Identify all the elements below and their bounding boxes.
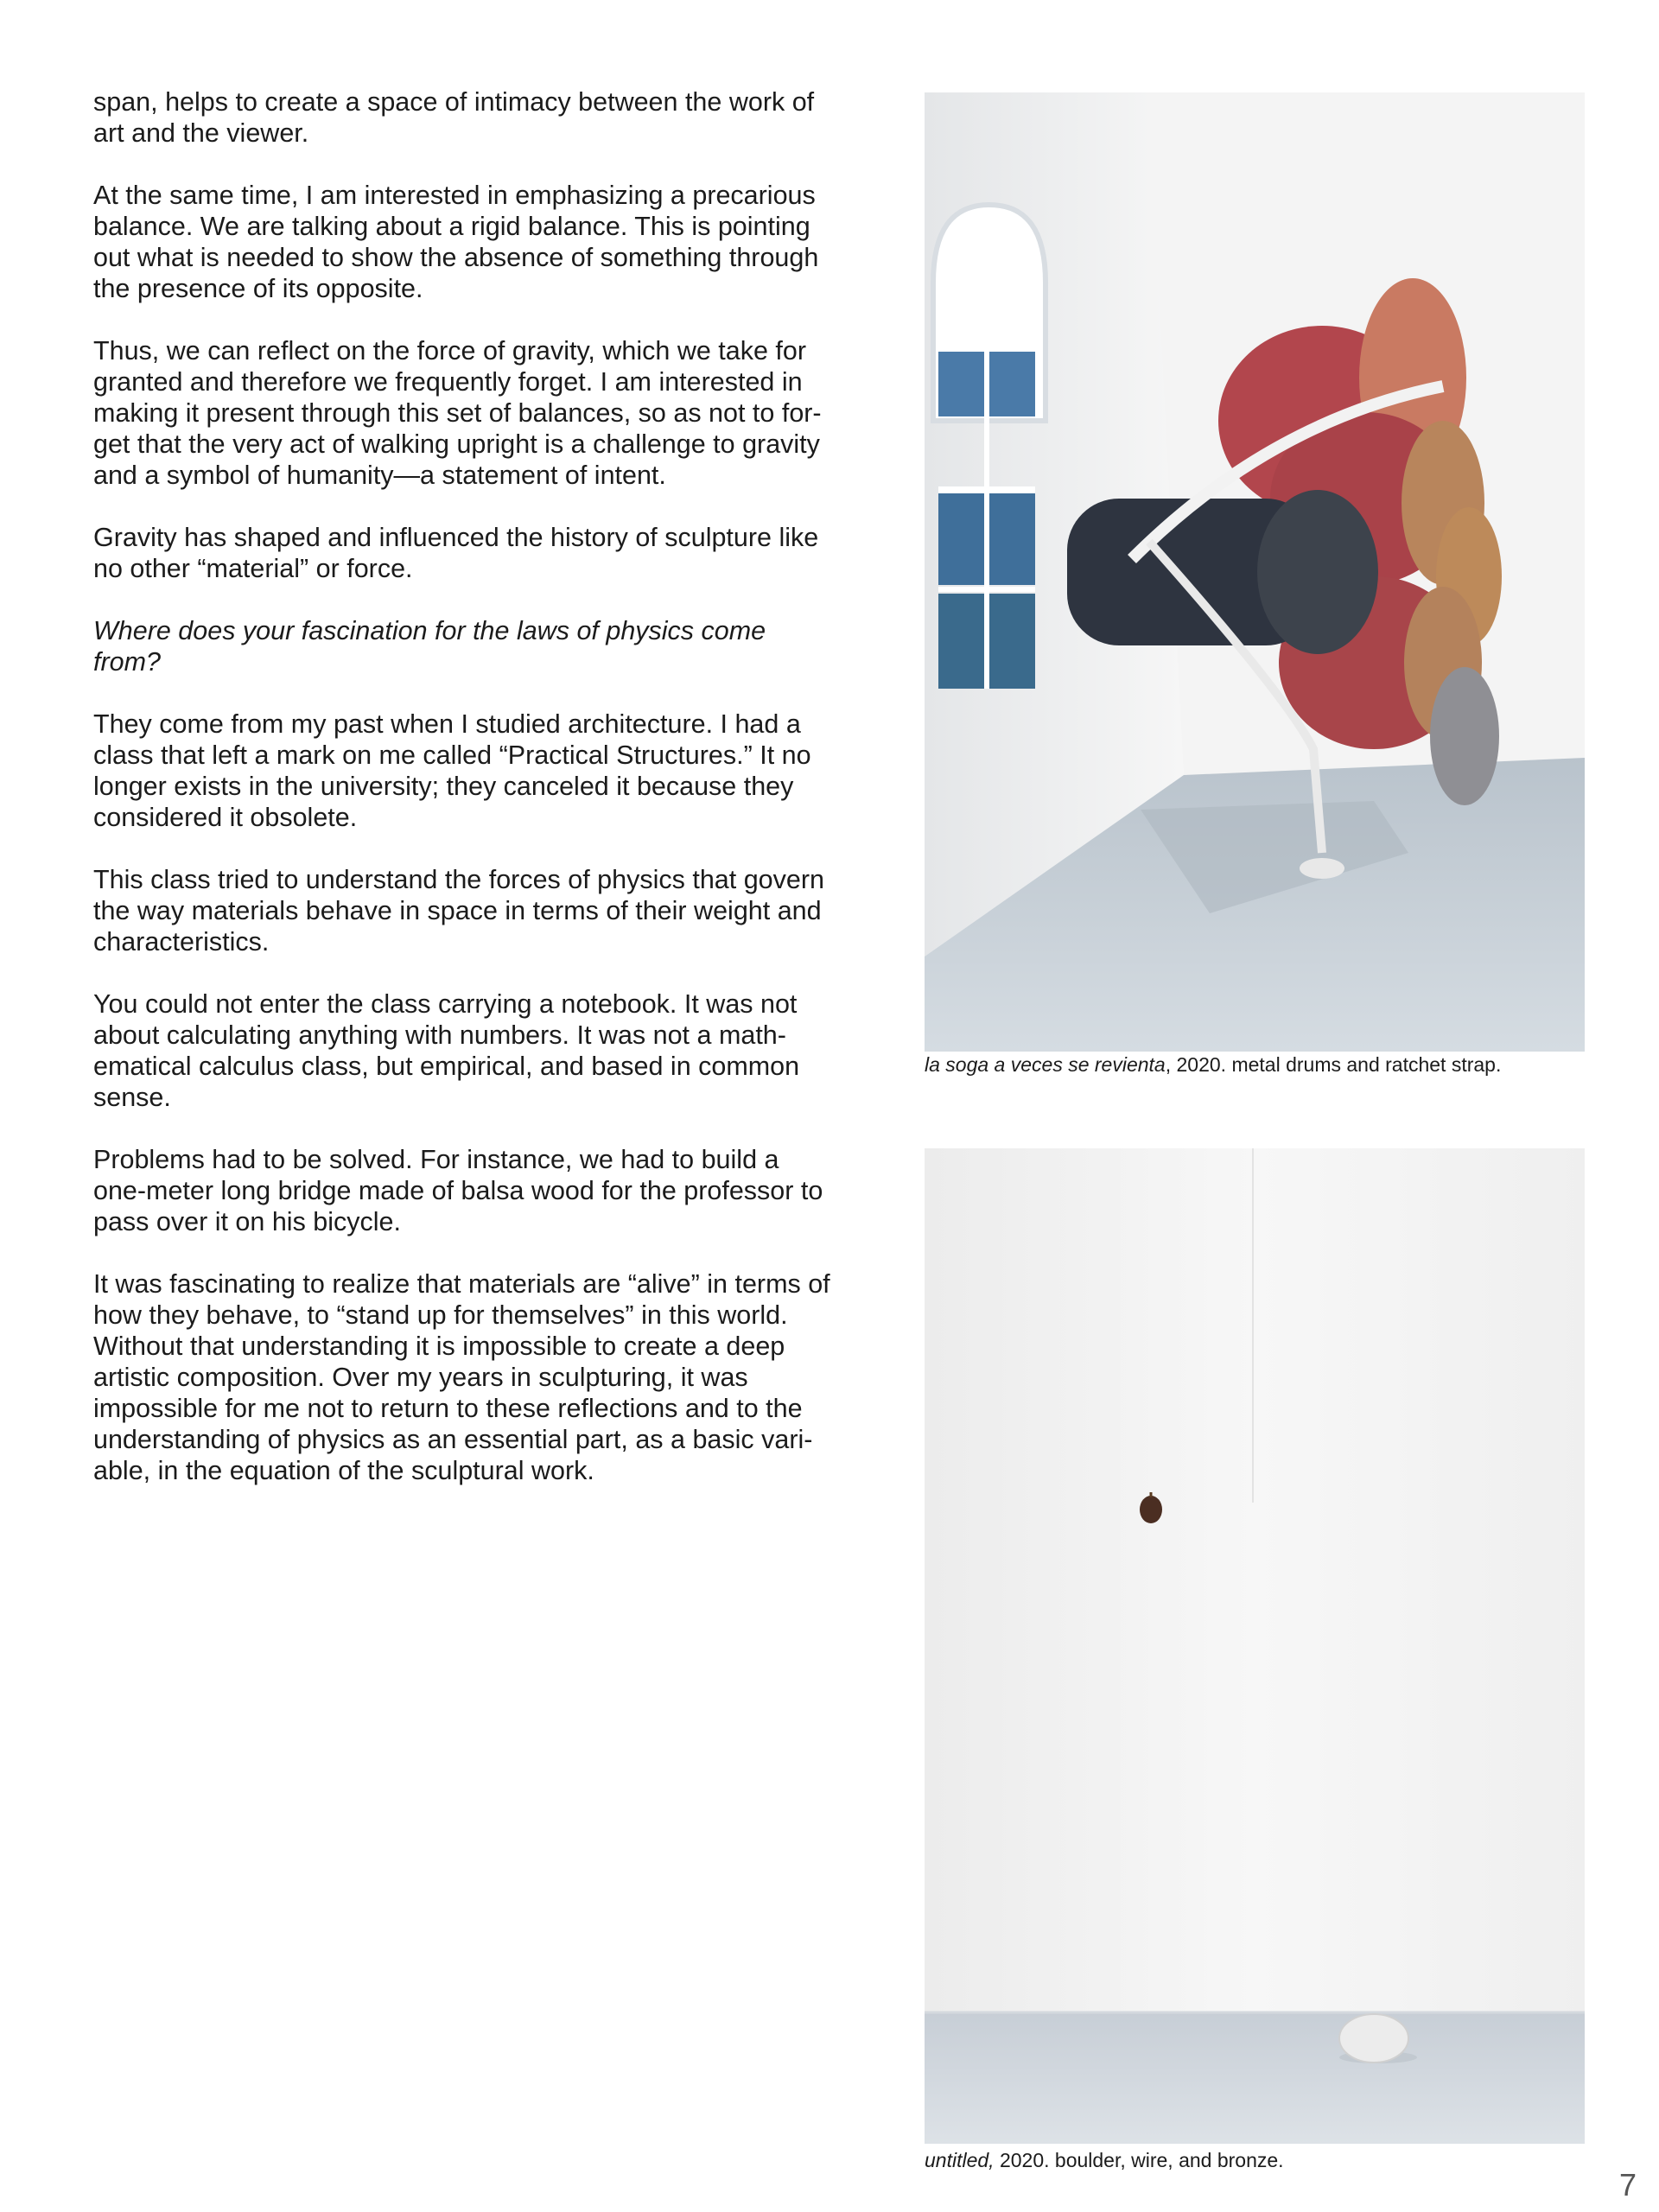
paragraph: This class tried to understand the forces of physics that govern the way materials behave in space in terms of their weight and characteristics. <box>93 865 824 957</box>
page-number: 7 <box>1618 2167 1637 2202</box>
caption-title: untitled, <box>925 2149 995 2171</box>
boulder-apple-sculpture-photo <box>925 1148 1585 2144</box>
paragraph: They come from my past when I studied architecture. I had a class that left a mark on me called “Practical Structures.” It no longer exists in the university; they canceled it because they considered it obsolete. <box>93 709 811 832</box>
paragraph: At the same time, I am interested in emphasizing a precarious balance. We are talking about a rigid balance. This is pointing out what is needed to show the absence of something through the presence of its opposite. <box>93 181 819 303</box>
paragraph: Thus, we can reflect on the force of gravity, which we take for granted and therefore we frequently forget. I am interested in making it present through this set of balances, so as not to for-get that the very act of walking upright is a challenge to gravity and a symbol of humanity—a statement of intent. <box>93 336 822 490</box>
article-text <box>93 86 836 1517</box>
drums-sculpture-photo <box>925 92 1585 1052</box>
caption-details: , 2020. metal drums and ratchet strap. <box>1165 1053 1502 1076</box>
caption-title: la soga a veces se revienta <box>925 1053 1166 1076</box>
paragraph: Problems had to be solved. For instance, we had to build a one-meter long bridge made of balsa wood for the professor to pass over it on his bicycle. <box>93 1145 823 1236</box>
paragraph: It was fascinating to realize that materials are “alive” in terms of how they behave, to “stand up for themselves” in this world. Without that understanding it is impossible to create a deep artistic composition. Over my years in sculpturing, it was impossible for me not to return to these reflections and to the understanding of physics as an essential part, as a basic vari-able, in the equation of the sculptural work. <box>93 1269 830 1485</box>
paragraph: span, helps to create a space of intimacy between the work of art and the viewer. <box>93 87 815 148</box>
interview-question: Where does your fascination for the laws of physics come from? <box>93 616 766 677</box>
caption-details: 2020. boulder, wire, and bronze. <box>994 2149 1284 2171</box>
paragraph: You could not enter the class carrying a notebook. It was not about calculating anything with numbers. It was not a math-ematical calculus class, but empirical, and based in common sense. <box>93 989 800 1112</box>
photo-caption <box>925 2148 1599 2172</box>
paragraph: Gravity has shaped and influenced the history of sculpture like no other “material” or force. <box>93 523 819 583</box>
photo-caption <box>925 1052 1599 1077</box>
